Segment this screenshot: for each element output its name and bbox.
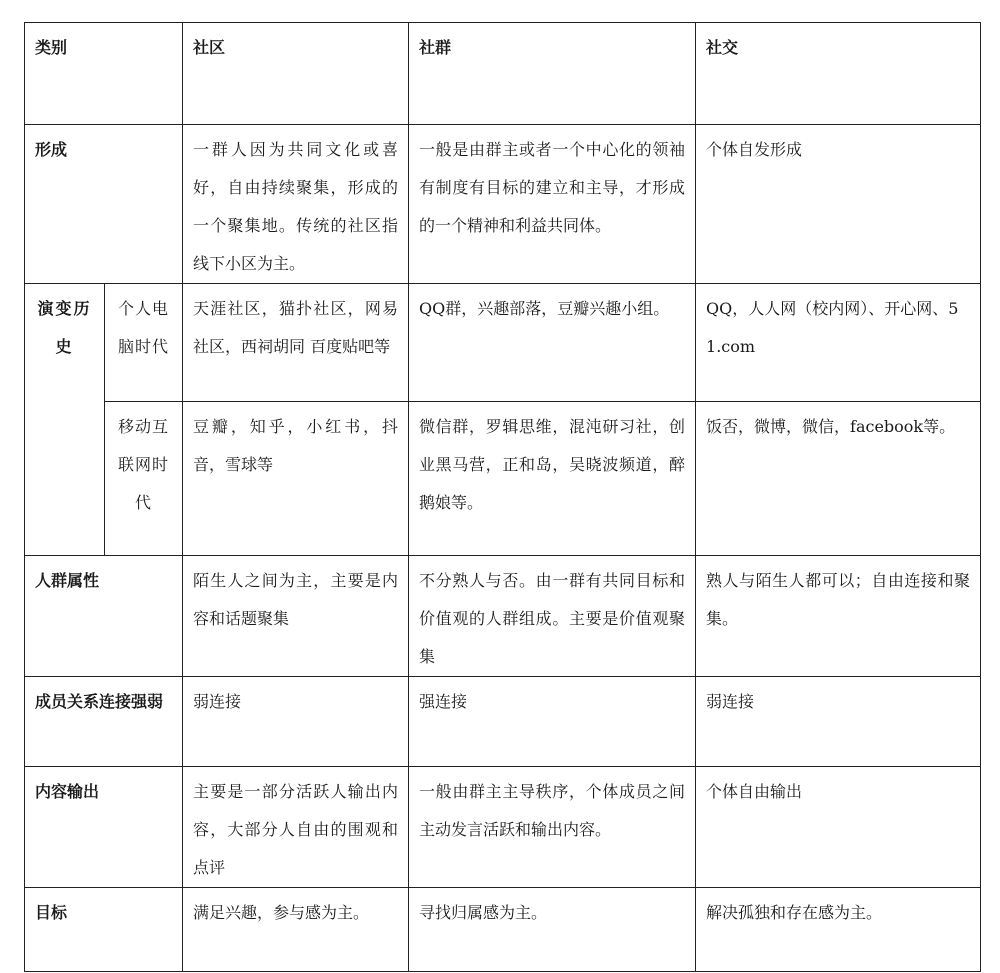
cell-mobile-social: 饭否，微博，微信，facebook等。 xyxy=(696,402,981,556)
row-attributes xyxy=(25,556,981,677)
cell-mobile-community: 豆瓣，知乎，小红书，抖音，雪球等 xyxy=(183,402,409,556)
header-group: 社群 xyxy=(409,23,696,125)
cell-connection-community: 弱连接 xyxy=(183,677,409,767)
cell-formation-group: 一般是由群主或者一个中心化的领袖有制度有目标的建立和主导，才形成的一个精神和利益共同体。 xyxy=(409,125,696,284)
header-category: 类别 xyxy=(25,23,183,125)
row-evolution-mobile xyxy=(25,402,981,556)
row-evolution-pc xyxy=(25,284,981,402)
cell-mobile-group: 微信群，罗辑思维，混沌研习社，创业黑马营，正和岛，吴晓波频道，醉鹅娘等。 xyxy=(409,402,696,556)
cell-output-social: 个体自由输出 xyxy=(696,767,981,888)
row-output xyxy=(25,767,981,888)
label-output: 内容输出 xyxy=(25,767,183,888)
cell-attributes-group: 不分熟人与否。由一群有共同目标和价值观的人群组成。主要是价值观聚集 xyxy=(409,556,696,677)
cell-connection-group: 强连接 xyxy=(409,677,696,767)
row-goal xyxy=(25,888,981,972)
cell-formation-social: 个体自发形成 xyxy=(696,125,981,284)
cell-attributes-social: 熟人与陌生人都可以；自由连接和聚集。 xyxy=(696,556,981,677)
cell-goal-group: 寻找归属感为主。 xyxy=(409,888,696,972)
comparison-table xyxy=(24,22,981,972)
label-mobile-era: 移动互联网时代 xyxy=(105,402,183,556)
cell-attributes-community: 陌生人之间为主，主要是内容和话题聚集 xyxy=(183,556,409,677)
cell-connection-social: 弱连接 xyxy=(696,677,981,767)
label-goal: 目标 xyxy=(25,888,183,972)
cell-goal-community: 满足兴趣，参与感为主。 xyxy=(183,888,409,972)
header-community: 社区 xyxy=(183,23,409,125)
cell-pc-social: QQ，人人网（校内网）、开心网、51.com xyxy=(696,284,981,402)
header-row xyxy=(25,23,981,125)
cell-formation-community: 一群人因为共同文化或喜好，自由持续聚集，形成的一个聚集地。传统的社区指线下小区为主。 xyxy=(183,125,409,284)
header-social: 社交 xyxy=(696,23,981,125)
cell-pc-community: 天涯社区，猫扑社区，网易社区，西祠胡同 百度贴吧等 xyxy=(183,284,409,402)
label-connection: 成员关系连接强弱 xyxy=(25,677,183,767)
cell-goal-social: 解决孤独和存在感为主。 xyxy=(696,888,981,972)
row-formation xyxy=(25,125,981,284)
label-evolution: 演变历史 xyxy=(25,284,105,556)
cell-output-community: 主要是一部分活跃人输出内容，大部分人自由的围观和点评 xyxy=(183,767,409,888)
row-connection xyxy=(25,677,981,767)
cell-pc-group: QQ群，兴趣部落，豆瓣兴趣小组。 xyxy=(409,284,696,402)
label-pc-era: 个人电脑时代 xyxy=(105,284,183,402)
label-attributes: 人群属性 xyxy=(25,556,183,677)
cell-output-group: 一般由群主主导秩序，个体成员之间主动发言活跃和输出内容。 xyxy=(409,767,696,888)
label-formation: 形成 xyxy=(25,125,183,284)
